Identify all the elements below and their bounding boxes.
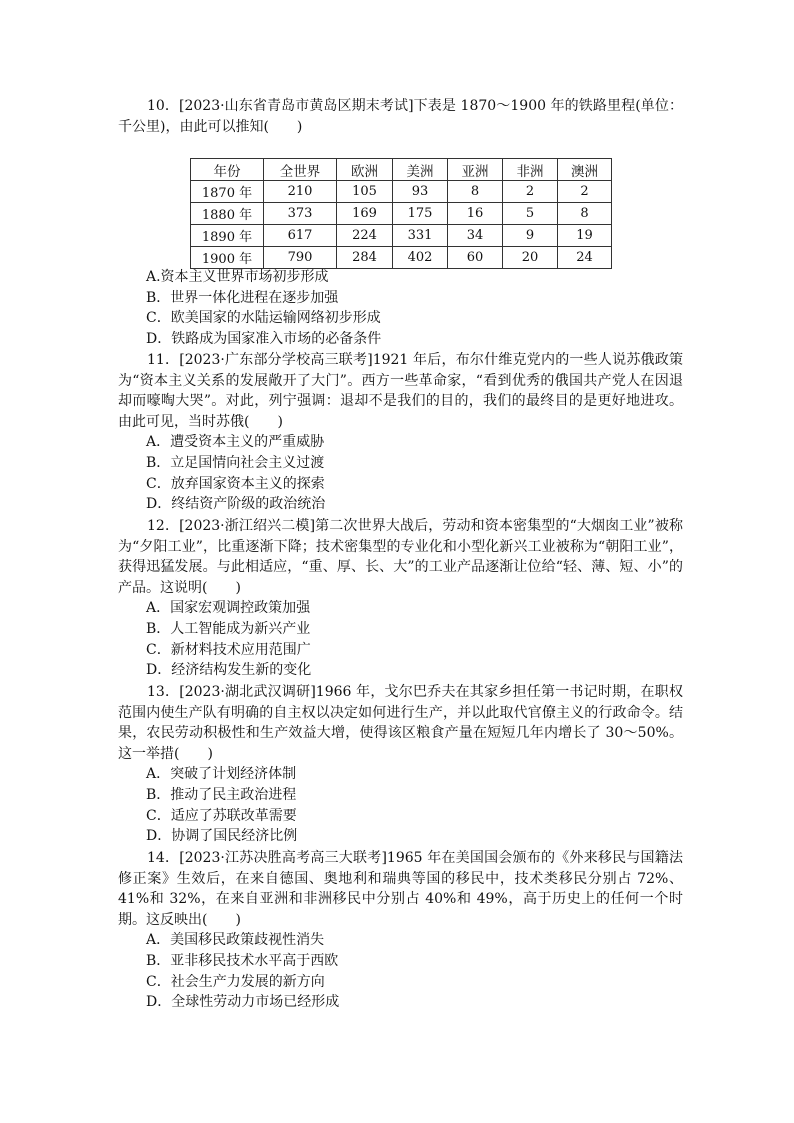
table-cell: 24 [558, 247, 612, 269]
table-header-row [191, 159, 612, 181]
table-cell: 402 [393, 247, 448, 269]
table-cell: 175 [393, 203, 448, 225]
option-b[interactable]: B．亚非移民技术水平高于西欧 [146, 952, 339, 969]
table-row [191, 247, 612, 269]
option-c[interactable]: C．放弃国家资本主义的探索 [146, 475, 325, 492]
option-a[interactable]: A.资本主义世界市场初步形成 [146, 269, 329, 285]
question-stem: 14．[2023·江苏决胜高考高三大联考]1965 年在美国国会颁布的《外来移民与国籍法修正案》生效后，在来自德国、奥地利和瑞典等国的移民中，技术类移民分别占 72%、41%和 32%，在来自亚洲和非洲移民中分别占 40%和 49%，高于历史上的任何一个时期。这反映出( ) [118, 850, 683, 928]
table-cell: 617 [264, 225, 337, 247]
question-10-options [118, 267, 683, 349]
table-row [191, 181, 612, 203]
option-a[interactable]: A．美国移民政策歧视性消失 [146, 932, 325, 949]
question-stem: 11．[2023·广东部分学校高三联考]1921 年后，布尔什维克党内的一些人说苏俄政策为“资本主义关系的发展敞开了大门”。西方一些革命家，“看到优秀的俄国共产党人在因退却而嚎啕大哭”。对此，列宁强调：退却不是我们的目的，我们的最终目的是更好地进攻。由此可见，当时苏俄( ) [118, 352, 683, 430]
table-header-cell: 澳洲 [558, 159, 612, 181]
table-cell: 1900 年 [191, 247, 264, 269]
option-c[interactable]: C．新材料技术应用范围广 [146, 641, 311, 658]
option-b[interactable]: B．推动了民主政治进程 [146, 786, 297, 803]
table-cell: 1870 年 [191, 181, 264, 203]
option-c[interactable]: C．社会生产力发展的新方向 [146, 973, 325, 990]
table-cell: 2 [503, 181, 558, 203]
table-cell: 169 [337, 203, 393, 225]
option-a[interactable]: A．遭受资本主义的严重威胁 [146, 434, 325, 451]
table-cell: 224 [337, 225, 393, 247]
option-c[interactable]: C．欧美国家的水陆运输网络初步形成 [146, 310, 381, 327]
question-stem: 10．[2023·山东省青岛市黄岛区期末考试]下表是 1870～1900 年的铁路里程(单位：千公里)，由此可以推知( ) [118, 98, 683, 135]
option-d[interactable]: D．终结资产阶级的政治统治 [146, 496, 326, 513]
table-header-cell: 欧洲 [337, 159, 393, 181]
question-11 [118, 350, 683, 515]
question-10 [118, 96, 683, 137]
table-cell: 60 [448, 247, 503, 269]
table-cell: 5 [503, 203, 558, 225]
table-cell: 20 [503, 247, 558, 269]
table-cell: 19 [558, 225, 612, 247]
question-12 [118, 516, 683, 681]
option-c[interactable]: C．适应了苏联改革需要 [146, 807, 297, 824]
option-d[interactable]: D．全球性劳动力市场已经形成 [146, 994, 340, 1011]
table-header-cell: 美洲 [393, 159, 448, 181]
table-header-cell: 非洲 [503, 159, 558, 181]
question-stem: 12．[2023·浙江绍兴二模]第二次世界大战后，劳动和资本密集型的“大烟囱工业”被称为“夕阳工业”，比重逐渐下降；技术密集型的专业化和小型化新兴工业被称为“朝阳工业”，获得迅猛发展。与此相适应，“重、厚、长、大”的工业产品逐渐让位给“轻、薄、短、小”的产品。这说明( ) [118, 518, 683, 596]
table-cell: 373 [264, 203, 337, 225]
question-stem: 13．[2023·湖北武汉调研]1966 年，戈尔巴乔夫在其家乡担任第一书记时期，在职权范围内使生产队有明确的自主权以决定如何进行生产，并以此取代官僚主义的行政命令。结果，农民劳动积极性和生产效益大增，使得该区粮食产量在短短几年内增长了 30～50%。这一举措( ) [118, 684, 683, 762]
question-13 [118, 682, 683, 847]
question-14 [118, 848, 683, 1013]
option-b[interactable]: B．立足国情向社会主义过渡 [146, 454, 325, 471]
table-cell: 331 [393, 225, 448, 247]
table-header-cell: 年份 [191, 159, 264, 181]
table-cell: 8 [558, 203, 612, 225]
option-a[interactable]: A．突破了计划经济体制 [146, 766, 297, 783]
table-cell: 2 [558, 181, 612, 203]
table-cell: 1890 年 [191, 225, 264, 247]
option-d[interactable]: D．铁路成为国家准入市场的必备条件 [146, 330, 382, 347]
table-header-cell: 全世界 [264, 159, 337, 181]
table-cell: 790 [264, 247, 337, 269]
option-d[interactable]: D．协调了国民经济比例 [146, 828, 298, 845]
table-cell: 284 [337, 247, 393, 269]
railway-mileage-table [190, 158, 612, 269]
option-b[interactable]: B．人工智能成为新兴产业 [146, 620, 311, 637]
option-d[interactable]: D．经济结构发生新的变化 [146, 662, 312, 679]
table-cell: 105 [337, 181, 393, 203]
table-cell: 210 [264, 181, 337, 203]
table-cell: 1880 年 [191, 203, 264, 225]
table-cell: 93 [393, 181, 448, 203]
table-row [191, 225, 612, 247]
table-cell: 16 [448, 203, 503, 225]
option-b[interactable]: B．世界一体化进程在逐步加强 [146, 289, 339, 306]
table-row [191, 203, 612, 225]
table-cell: 34 [448, 225, 503, 247]
option-a[interactable]: A．国家宏观调控政策加强 [146, 600, 311, 617]
table-cell: 9 [503, 225, 558, 247]
table-cell: 8 [448, 181, 503, 203]
table-header-cell: 亚洲 [448, 159, 503, 181]
